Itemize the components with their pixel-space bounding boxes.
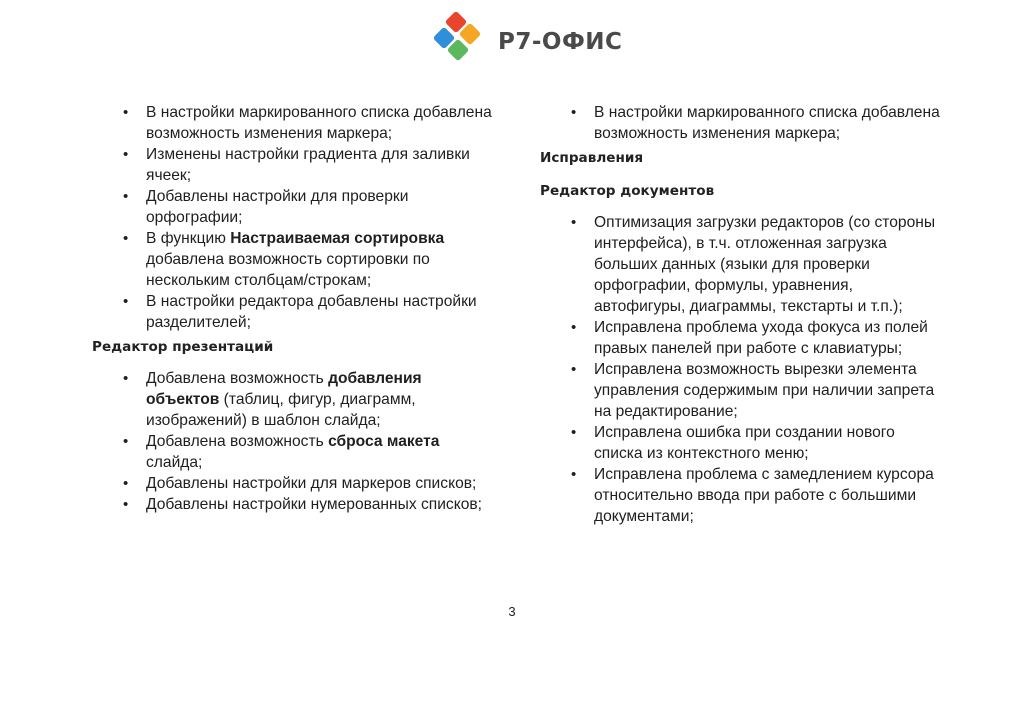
- list-item-text: В настройки маркированного списка добавлена возможность изменения маркера;: [594, 104, 940, 142]
- section-heading-fixes: Исправления: [540, 150, 644, 166]
- list-item-text: Добавлены настройки для маркеров списков;: [146, 475, 477, 492]
- logo-text: Р7-ОФИС: [498, 29, 623, 55]
- list-item: [540, 317, 940, 359]
- list-item: [540, 359, 940, 422]
- list-item: [92, 431, 492, 473]
- list-item-text: Добавлена возможность: [146, 433, 329, 450]
- list-item: [540, 102, 940, 144]
- list-item-text: Добавлена возможность: [146, 370, 329, 387]
- list-item: [92, 494, 492, 515]
- list-item-text: добавлена возможность сортировки по нескольким столбцам/строкам;: [146, 251, 430, 289]
- section-heading-documents: Редактор документов: [540, 183, 715, 199]
- list-item: [540, 422, 940, 464]
- list-item-text: Добавлены настройки нумерованных списков;: [146, 496, 482, 513]
- right-column: [540, 102, 940, 527]
- logo-diamonds-icon: [430, 12, 490, 72]
- list-item: [540, 212, 940, 317]
- left-top-list: [92, 102, 492, 333]
- list-item: [92, 102, 492, 144]
- list-item: [540, 464, 940, 527]
- documents-list: [540, 212, 940, 527]
- page-number: 3: [508, 604, 516, 619]
- list-item-text: В настройки маркированного списка добавлена возможность изменения маркера;: [146, 104, 492, 142]
- list-item-text: Исправлена проблема с замедлением курсора относительно ввода при работе с большими документами;: [594, 466, 934, 525]
- list-item: [92, 186, 492, 228]
- list-item-text: В настройки редактора добавлены настройки разделителей;: [146, 293, 477, 331]
- bold-text: добавления объектов: [146, 370, 422, 408]
- list-item: [92, 228, 492, 291]
- list-item-text: Добавлены настройки для проверки орфографии;: [146, 188, 409, 226]
- bold-text: Настраиваемая сортировка: [230, 230, 445, 247]
- list-item-text: Исправлена ошибка при создании нового списка из контекстного меню;: [594, 424, 895, 462]
- list-item: [92, 473, 492, 494]
- list-item-text: Изменены настройки градиента для заливки ячеек;: [146, 146, 470, 184]
- left-column: [92, 102, 492, 515]
- presentations-list: [92, 368, 492, 515]
- list-item-text: слайда;: [146, 454, 203, 471]
- brand-logo: [430, 12, 622, 72]
- list-item-text: (таблиц, фигур, диаграмм, изображений) в шаблон слайда;: [146, 391, 416, 429]
- list-item: [92, 368, 492, 431]
- right-top-list: [540, 102, 940, 144]
- list-item: [92, 144, 492, 186]
- list-item-text: Исправлена проблема ухода фокуса из полей правых панелей при работе с клавиатуры;: [594, 319, 928, 357]
- section-heading-presentations: Редактор презентаций: [92, 339, 274, 355]
- list-item-text: Исправлена возможность вырезки элемента управления содержимым при наличии запрета на редактирование;: [594, 361, 935, 420]
- list-item-text: Оптимизация загрузки редакторов (со стороны интерфейса), в т.ч. отложенная загрузка больших данных (языки для проверки орфографии, формулы, уравнения, автофигуры, диаграммы, текстарты и т.п.);: [594, 214, 936, 315]
- list-item: [92, 291, 492, 333]
- list-item-text: В функцию: [146, 230, 231, 247]
- bold-text: сброса макета: [328, 433, 440, 450]
